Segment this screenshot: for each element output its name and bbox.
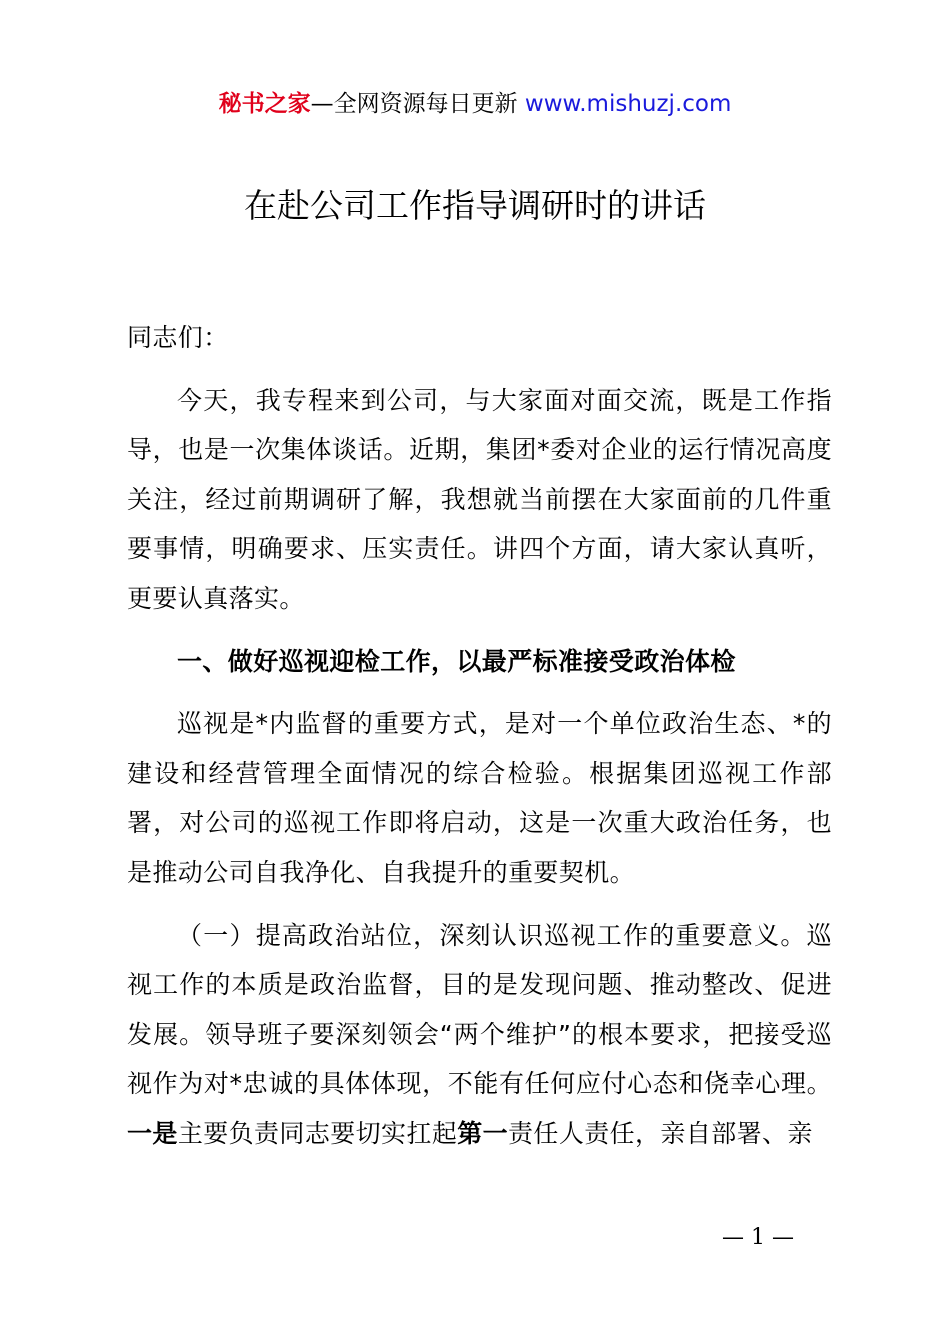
document-body [127, 313, 832, 1159]
subsection-1-paragraph [127, 911, 832, 1159]
header-tagline: —全网资源每日更新 [310, 91, 518, 117]
emphasis-yishi: 一是 [127, 1118, 178, 1148]
document-title: 在赴公司工作指导调研时的讲话 [244, 186, 706, 225]
intro-paragraph: 今天，我专程来到公司，与大家面对面交流，既是工作指导，也是一次集体谈话。近期，集团*委对企业的运行情况高度关注，经过前期调研了解，我想就当前摆在大家面前的几件重要事情，明确要求、压实责任。讲四个方面，请大家认真听，更要认真落实。 [127, 385, 832, 613]
page-number: — 1 — [722, 1225, 794, 1250]
site-header [0, 88, 950, 120]
header-url-link[interactable]: www.mishuzj.com [524, 91, 732, 117]
brand-name: 秘书之家 [218, 91, 311, 117]
salutation: 同志们： [127, 323, 229, 352]
section-1-paragraph: 巡视是*内监督的重要方式，是对一个单位政治生态、*的建设和经营管理全面情况的综合检验。根据集团巡视工作部署，对公司的巡视工作即将启动，这是一次重大政治任务，也是推动公司自我净化、自我提升的重要契机。 [127, 709, 832, 887]
emphasis-diyi: 第一 [457, 1118, 509, 1148]
subsection-1-text-c: 责任人责任，亲自部署、亲 [508, 1118, 813, 1148]
section-1-heading: 一、做好巡视迎检工作，以最严标准接受政治体检 [177, 646, 736, 676]
subsection-1-text-b: 主要负责同志要切实扛起 [177, 1118, 458, 1148]
subsection-1-text-a: （一）提高政治站位，深刻认识巡视工作的重要意义。巡视工作的本质是政治监督，目的是发现问题、推动整改、促进发展。领导班子要深刻领会“两个维护”的根本要求，把接受巡视作为对*忠诚的具体体现，不能有任何应付心态和侥幸心理。 [127, 920, 832, 1099]
